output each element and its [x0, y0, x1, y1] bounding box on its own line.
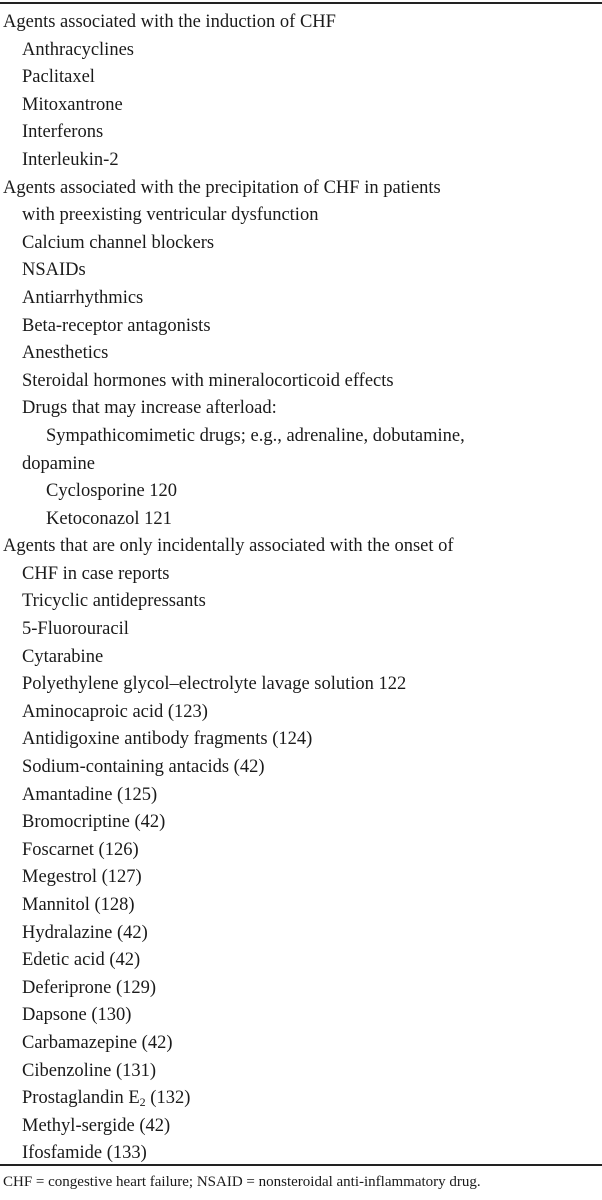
- prostaglandin-name: Prostaglandin E: [22, 1088, 140, 1109]
- sublist-item-sympathicomimetic: Sympathicomimetic drugs; e.g., adrenaline, dobutamine,: [46, 425, 465, 446]
- table-footnote: CHF = congestive heart failure; NSAID = nonsteroidal anti-inflammatory drug.: [3, 1174, 481, 1190]
- list-item: Amantadine (125): [22, 784, 158, 805]
- list-item: Cibenzoline (131): [22, 1060, 157, 1081]
- table-body: [0, 9, 602, 1168]
- list-item: Carbamazepine (42): [22, 1032, 173, 1053]
- sublist-item-wrap: dopamine: [22, 453, 95, 474]
- sublist-item: Ketoconazol 121: [46, 508, 172, 529]
- list-item: Dapsone (130): [22, 1005, 132, 1026]
- list-item-afterload: Drugs that may increase afterload:: [22, 398, 277, 419]
- section-heading-precipitation-cont: with preexisting ventricular dysfunction: [22, 205, 319, 226]
- list-item: Bromocriptine (42): [22, 812, 166, 833]
- list-item: Paclitaxel: [22, 67, 95, 88]
- list-item-prostaglandin: [0, 1085, 602, 1113]
- list-item: Anthracyclines: [22, 39, 134, 60]
- list-item: Foscarnet (126): [22, 839, 139, 860]
- list-item: NSAIDs: [22, 260, 86, 281]
- list-item: Interferons: [22, 122, 104, 143]
- list-item: Hydralazine (42): [22, 922, 148, 943]
- list-item: Methyl-sergide (42): [22, 1115, 171, 1136]
- prostaglandin-ref: (132): [145, 1088, 191, 1109]
- list-item: Antiarrhythmics: [22, 287, 144, 308]
- list-item: Edetic acid (42): [22, 950, 141, 971]
- section-heading-induction: Agents associated with the induction of CHF: [3, 12, 336, 32]
- list-item: Calcium channel blockers: [22, 232, 215, 253]
- list-item: 5-Fluorouracil: [22, 619, 129, 640]
- list-item: Cytarabine: [22, 646, 104, 667]
- list-item: Megestrol (127): [22, 867, 142, 888]
- list-item: Anesthetics: [22, 343, 109, 364]
- list-item: Polyethylene glycol–electrolyte lavage solution 122: [22, 674, 407, 695]
- list-item: Mannitol (128): [22, 895, 135, 915]
- list-item: Beta-receptor antagonists: [22, 315, 211, 336]
- table-top-rule: [0, 2, 602, 4]
- list-item: Steroidal hormones with mineralocorticoid effects: [22, 370, 394, 391]
- section-heading-precipitation: Agents associated with the precipitation of CHF in patients: [3, 177, 441, 198]
- sublist-item: Cyclosporine 120: [46, 481, 178, 502]
- list-item: Ifosfamide (133): [22, 1143, 147, 1164]
- list-item: Deferiprone (129): [22, 977, 157, 998]
- list-item: Mitoxantrone: [22, 94, 123, 115]
- list-item: Interleukin-2: [22, 149, 119, 170]
- prostaglandin-subscript: 2: [139, 1095, 146, 1110]
- list-item: Aminocaproic acid (123): [22, 701, 208, 722]
- table-bottom-rule: [0, 1164, 602, 1166]
- list-item: Tricyclic antidepressants: [22, 591, 206, 612]
- section-heading-incidental-cont: CHF in case reports: [22, 563, 170, 584]
- list-item: Antidigoxine antibody fragments (124): [22, 729, 313, 750]
- list-item: Sodium-containing antacids (42): [22, 757, 265, 778]
- section-heading-incidental: Agents that are only incidentally associated with the onset of: [3, 536, 454, 557]
